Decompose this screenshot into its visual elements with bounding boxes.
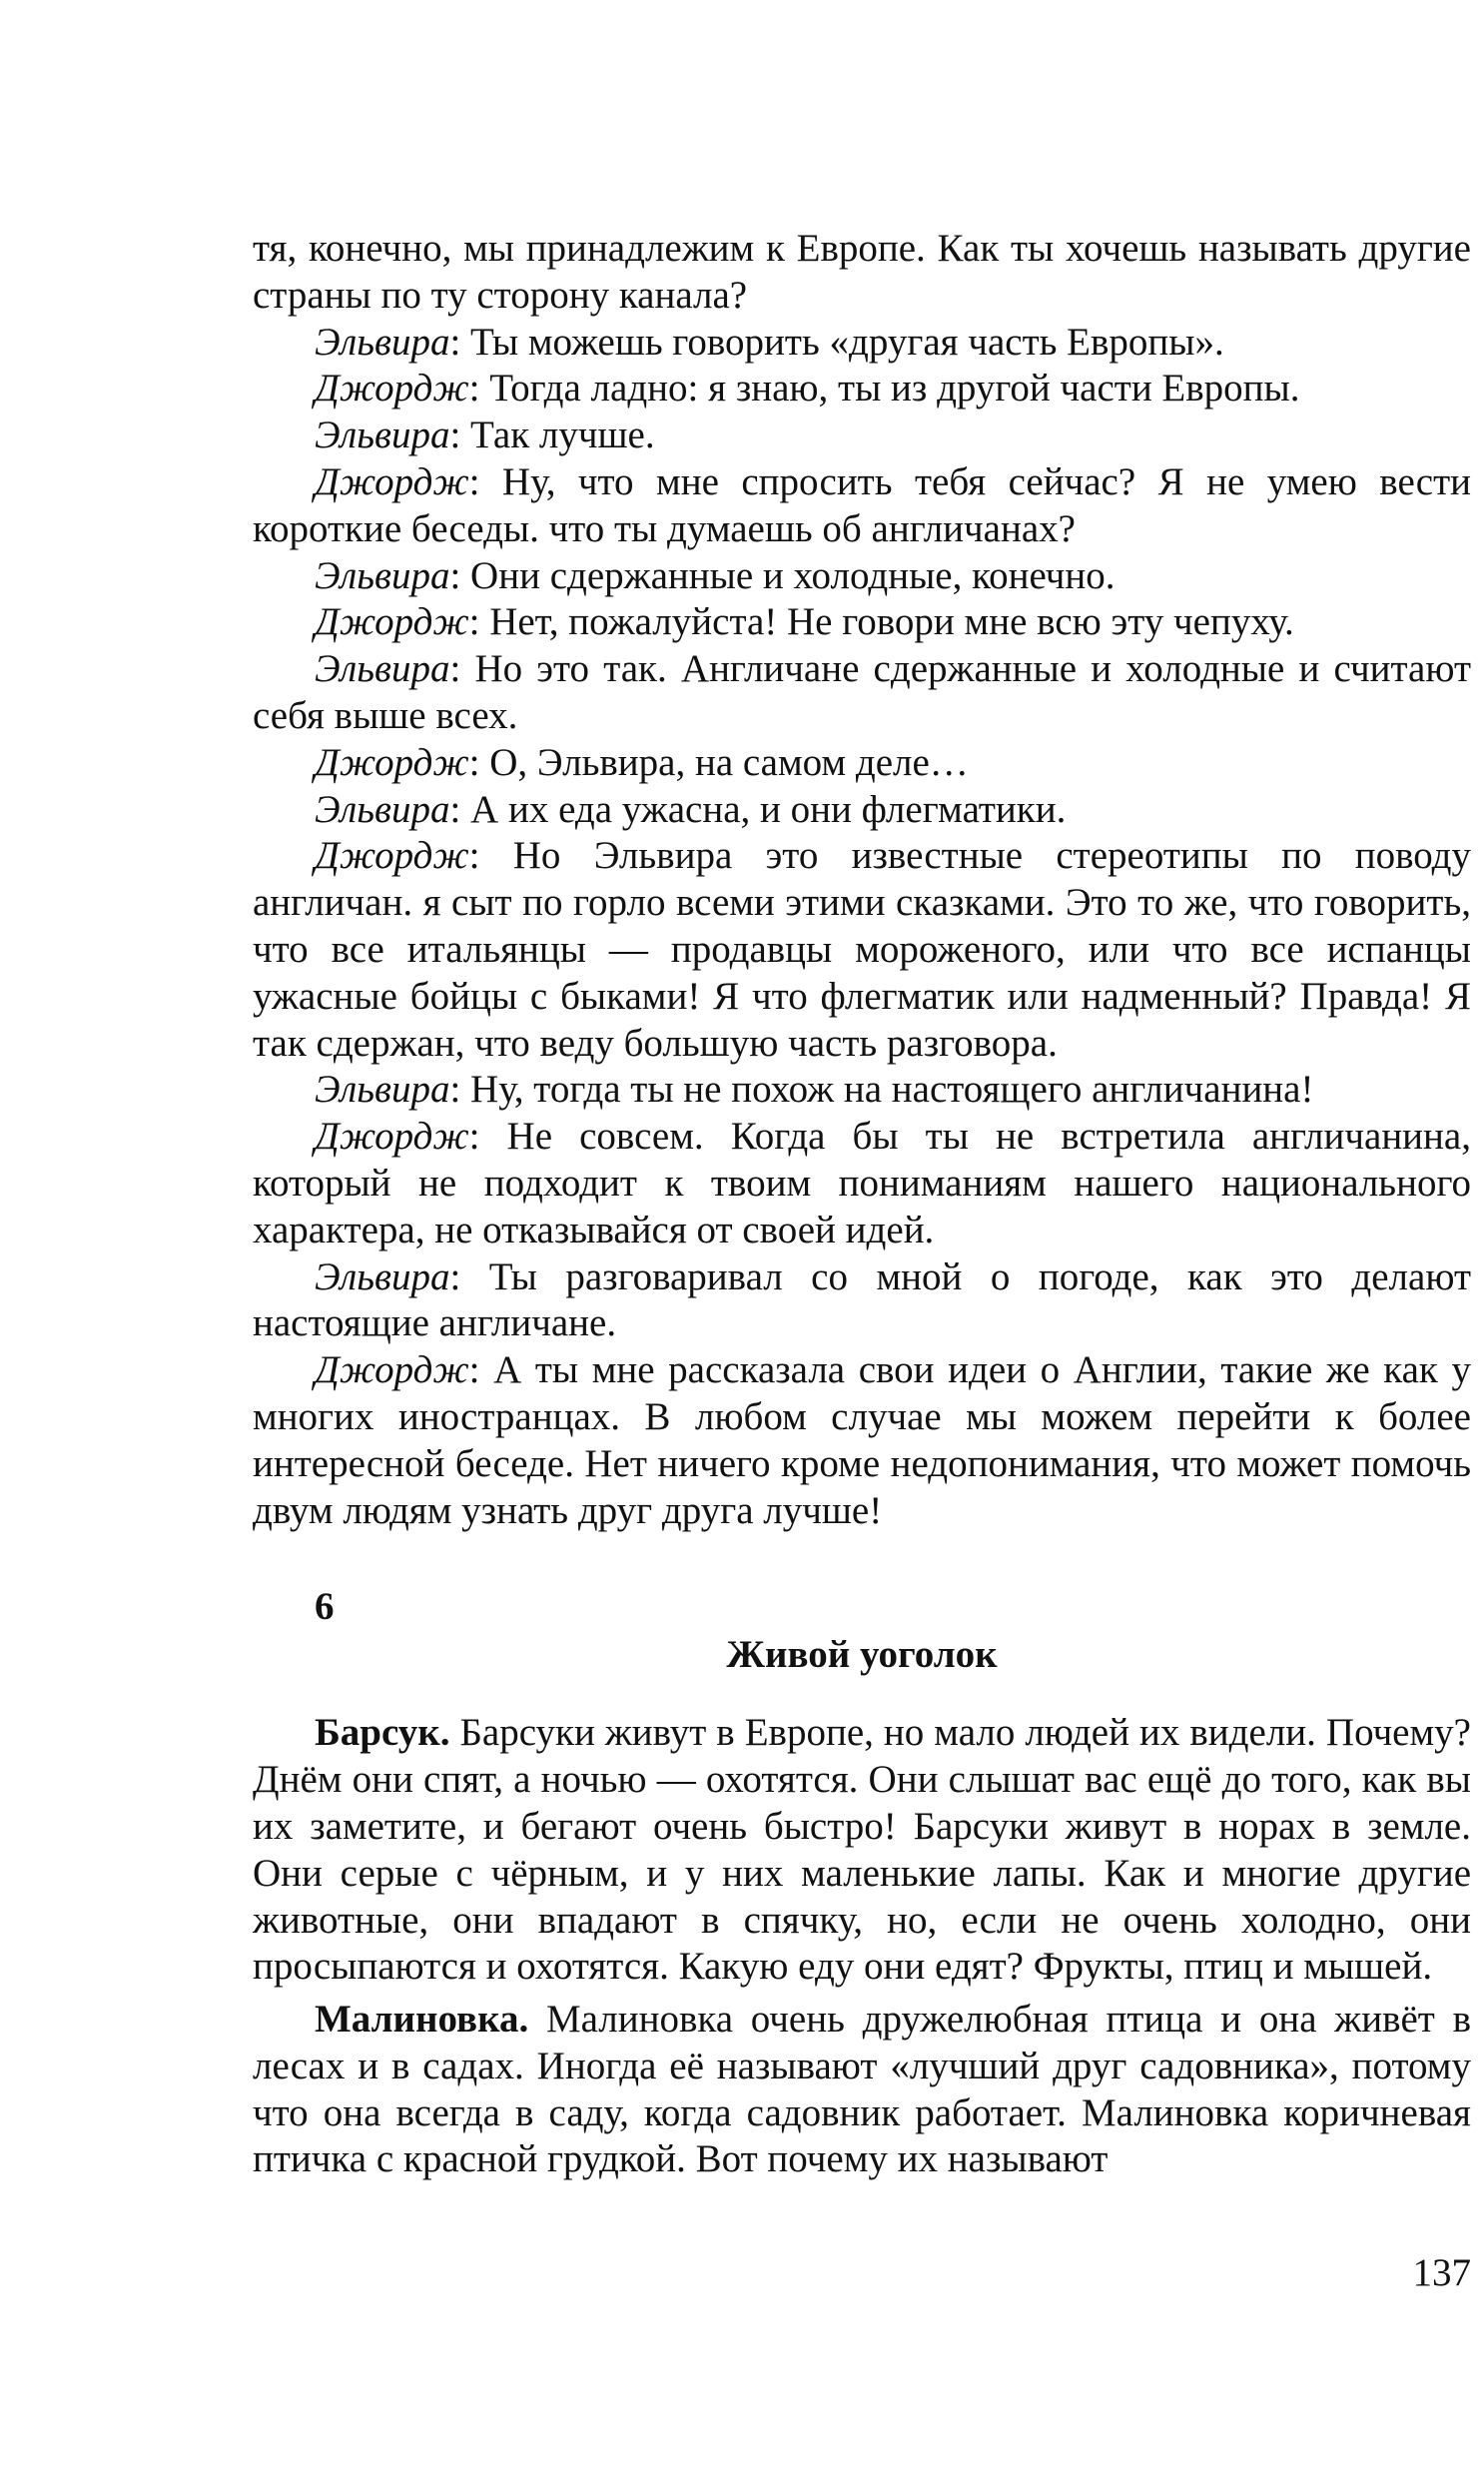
dialogue-line bbox=[253, 1347, 1471, 1534]
section-term: Барсук. bbox=[315, 1711, 450, 1755]
dialogue-text: : Ну, тогда ты не похож на настоящего англичанина! bbox=[449, 1068, 1314, 1112]
speaker-name: Эльвира bbox=[315, 1068, 450, 1112]
speaker-name: Эльвира bbox=[315, 320, 450, 364]
speaker-name: Эльвира bbox=[315, 553, 450, 597]
dialogue-text: : Ну, что мне спросить тебя сейчас? Я не умею вести короткие беседы. что ты думаешь об англичанах? bbox=[253, 459, 1471, 550]
dialogue-line bbox=[253, 740, 1471, 787]
dialogue-line bbox=[253, 1254, 1471, 1348]
dialogue-line bbox=[253, 413, 1471, 459]
speaker-name: Джордж bbox=[315, 367, 469, 411]
speaker-name: Джордж bbox=[315, 600, 469, 644]
dialogue-text: : Они сдержанные и холодные, конечно. bbox=[449, 553, 1115, 597]
dialogue-text: : Ты разговаривал со мной о погоде, как это делают настоящие англичане. bbox=[253, 1254, 1471, 1345]
dialogue-text: : Не совсем. Когда бы ты не встретила англичанина, который не подходит к твоим пониманиям нашего национального характера, не отказывайся от своей идей. bbox=[253, 1115, 1471, 1251]
intro-paragraph: тя, конечно, мы принадлежим к Европе. Как ты хочешь называть другие страны по ту сторону канала? bbox=[253, 227, 1471, 317]
speaker-name: Эльвира bbox=[315, 787, 450, 831]
section-number: 6 bbox=[315, 1585, 335, 1629]
dialogue-line bbox=[253, 599, 1471, 646]
dialogue-text: : Ты можешь говорить «другая часть Европы». bbox=[449, 320, 1224, 364]
dialogue-text: : А ты мне рассказала свои идеи о Англии, такие же как у многих иностранцах. В любом случае мы можем перейти к более интересной беседе. Нет ничего кроме недопонимания, что может помочь двум людям узнать друг друга лучше! bbox=[253, 1348, 1471, 1532]
section-text: Малиновка очень дружелюбная птица и она живёт в лесах и в садах. Иногда её называют «лучший друг садовника», потому что она всегда в саду, когда садовник работает. Малиновка коричневая птичка с красной грудкой. Вот почему их называют bbox=[253, 1998, 1471, 2181]
dialogue-line bbox=[253, 646, 1471, 740]
section-text: Барсуки живут в Европе, но мало людей их видели. Почему? Днём они спят, а ночью — охотятся. Они слышат вас ещё до того, как вы их заметите, и бегают очень быстро! Барсуки живут в норах в земле. Они серые с чёрным, и у них маленькие лапы. Как и многие другие животные, они впадают в спячку, но, если не очень холодно, они просыпаются и охотятся. Какую еду они едят? Фрукты, птиц и мышей. bbox=[253, 1711, 1471, 1989]
dialogue-line bbox=[253, 459, 1471, 553]
section-term: Малиновка. bbox=[315, 1998, 529, 2042]
dialogue bbox=[253, 320, 1471, 1535]
dialogue-line bbox=[253, 320, 1471, 367]
dialogue-text: : О, Эльвира, на самом деле… bbox=[468, 740, 969, 784]
dialogue-line bbox=[253, 787, 1471, 834]
section-body bbox=[253, 1710, 1471, 2183]
page-content bbox=[253, 226, 1471, 2189]
dialogue-text: : Так лучше. bbox=[449, 413, 655, 457]
speaker-name: Эльвира bbox=[315, 413, 450, 457]
speaker-name: Джордж bbox=[315, 834, 469, 878]
speaker-name: Эльвира bbox=[315, 647, 450, 691]
page-number: 137 bbox=[1412, 2251, 1471, 2294]
speaker-name: Эльвира bbox=[315, 1254, 450, 1298]
dialogue-text: : Но Эльвира это известные стереотипы по поводу англичан. я сыт по горло всеми этими сказками. Это то же, что говорить, что все итальянцы — продавцы мороженого, или что все испанцы ужасные бойцы с быками! Я что флегматик или надменный? Правда! Я так сдержан, что веду большую часть разговора. bbox=[253, 834, 1471, 1065]
dialogue-text: : Тогда ладно: я знаю, ты из другой части Европы. bbox=[468, 367, 1300, 411]
dialogue-text: : Но это так. Англичане сдержанные и холодные и считают себя выше всех. bbox=[253, 647, 1471, 737]
section-title: Живой уоголок bbox=[726, 1633, 998, 1677]
dialogue-line bbox=[253, 366, 1471, 413]
dialogue-line bbox=[253, 553, 1471, 600]
speaker-name: Джордж bbox=[315, 459, 469, 503]
dialogue-text: : Нет, пожалуйста! Не говори мне всю эту чепуху. bbox=[468, 600, 1294, 644]
dialogue-line bbox=[253, 1114, 1471, 1253]
speaker-name: Джордж bbox=[315, 1348, 469, 1392]
dialogue-line bbox=[253, 1067, 1471, 1114]
dialogue-line bbox=[253, 833, 1471, 1067]
section-paragraph bbox=[253, 1997, 1471, 2183]
dialogue-text: : А их еда ужасна, и они флегматики. bbox=[449, 787, 1067, 831]
speaker-name: Джордж bbox=[315, 740, 469, 784]
speaker-name: Джордж bbox=[315, 1115, 469, 1159]
section-paragraph bbox=[253, 1710, 1471, 1991]
